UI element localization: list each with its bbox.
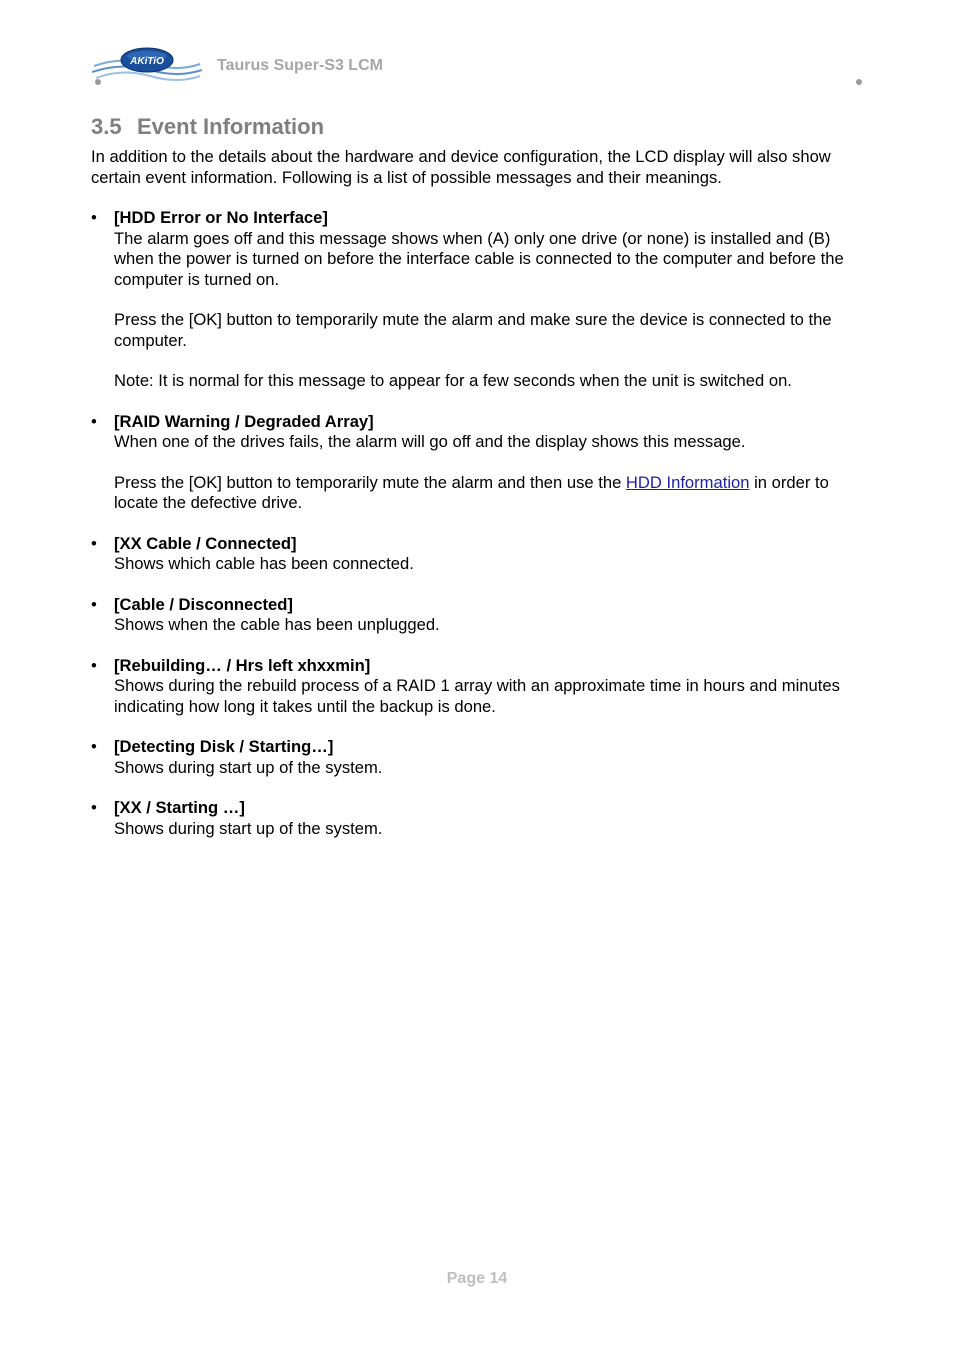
- bullet-icon: •: [91, 208, 97, 227]
- event-list: [91, 208, 866, 839]
- item-description: [114, 473, 866, 514]
- item-title: [Cable / Disconnected]: [114, 594, 293, 614]
- bullet-icon: •: [91, 655, 97, 675]
- list-item: [91, 798, 866, 839]
- item-description: Shows during start up of the system.: [114, 757, 383, 777]
- document-title: Taurus Super-S3 LCM: [217, 57, 383, 74]
- item-note: Note: It is normal for this message to appear for a few seconds when the unit is switched on.: [114, 371, 792, 390]
- item-title: [HDD Error or No Interface]: [114, 208, 328, 227]
- intro-paragraph: In addition to the details about the hardware and device configuration, the LCD display will also show certain event information. Following is a list of possible messages and their meanings.: [91, 147, 831, 187]
- section-title: Event Information: [137, 114, 325, 139]
- svg-text:AKiTiO: AKiTiO: [130, 56, 164, 67]
- bullet-icon: •: [91, 533, 97, 553]
- section-number: 3.5: [91, 114, 122, 139]
- list-item: [91, 595, 866, 636]
- bullet-icon: •: [91, 737, 97, 756]
- list-item: [91, 737, 866, 778]
- item-title: [XX / Starting …]: [114, 798, 245, 817]
- item-description: Press the [OK] button to temporarily mute the alarm and make sure the device is connected to the computer.: [114, 310, 832, 350]
- item-description: Shows which cable has been connected.: [114, 554, 414, 573]
- page-header: [0, 0, 954, 100]
- item-description: Shows during start up of the system.: [114, 818, 383, 838]
- list-item: [91, 412, 866, 514]
- item-title: [Detecting Disk / Starting…]: [114, 737, 334, 756]
- header-rule: [92, 78, 864, 88]
- list-item: [91, 534, 866, 575]
- section-heading: [91, 114, 324, 140]
- text-before-link: Press the [OK] button to temporarily mute the alarm and then use the: [114, 472, 626, 492]
- list-item: [91, 656, 866, 718]
- hdd-information-link[interactable]: HDD Information: [625, 472, 750, 492]
- item-title: [Rebuilding… / Hrs left xhxxmin]: [114, 655, 371, 675]
- section-body: [91, 147, 866, 859]
- bullet-icon: •: [91, 594, 97, 614]
- bullet-icon: •: [91, 798, 97, 817]
- bullet-icon: •: [91, 411, 97, 431]
- list-item: [91, 208, 866, 392]
- item-description: When one of the drives fails, the alarm will go off and the display shows this message.: [114, 432, 746, 451]
- item-description: Shows during the rebuild process of a RAID 1 array with an approximate time in hours and minutes indicating how long it takes until the backup is done.: [114, 676, 840, 716]
- item-description: The alarm goes off and this message shows when (A) only one drive (or none) is installed and (B) when the power is turned on before the interface cable is connected to the computer and before the computer is turned on.: [114, 228, 844, 289]
- item-description: Shows when the cable has been unplugged.: [114, 615, 440, 634]
- item-title: [XX Cable / Connected]: [114, 533, 297, 553]
- page-number: Page 14: [446, 1270, 508, 1287]
- text-after-link: in order to locate the defective drive.: [114, 472, 829, 512]
- item-title: [RAID Warning / Degraded Array]: [114, 411, 374, 431]
